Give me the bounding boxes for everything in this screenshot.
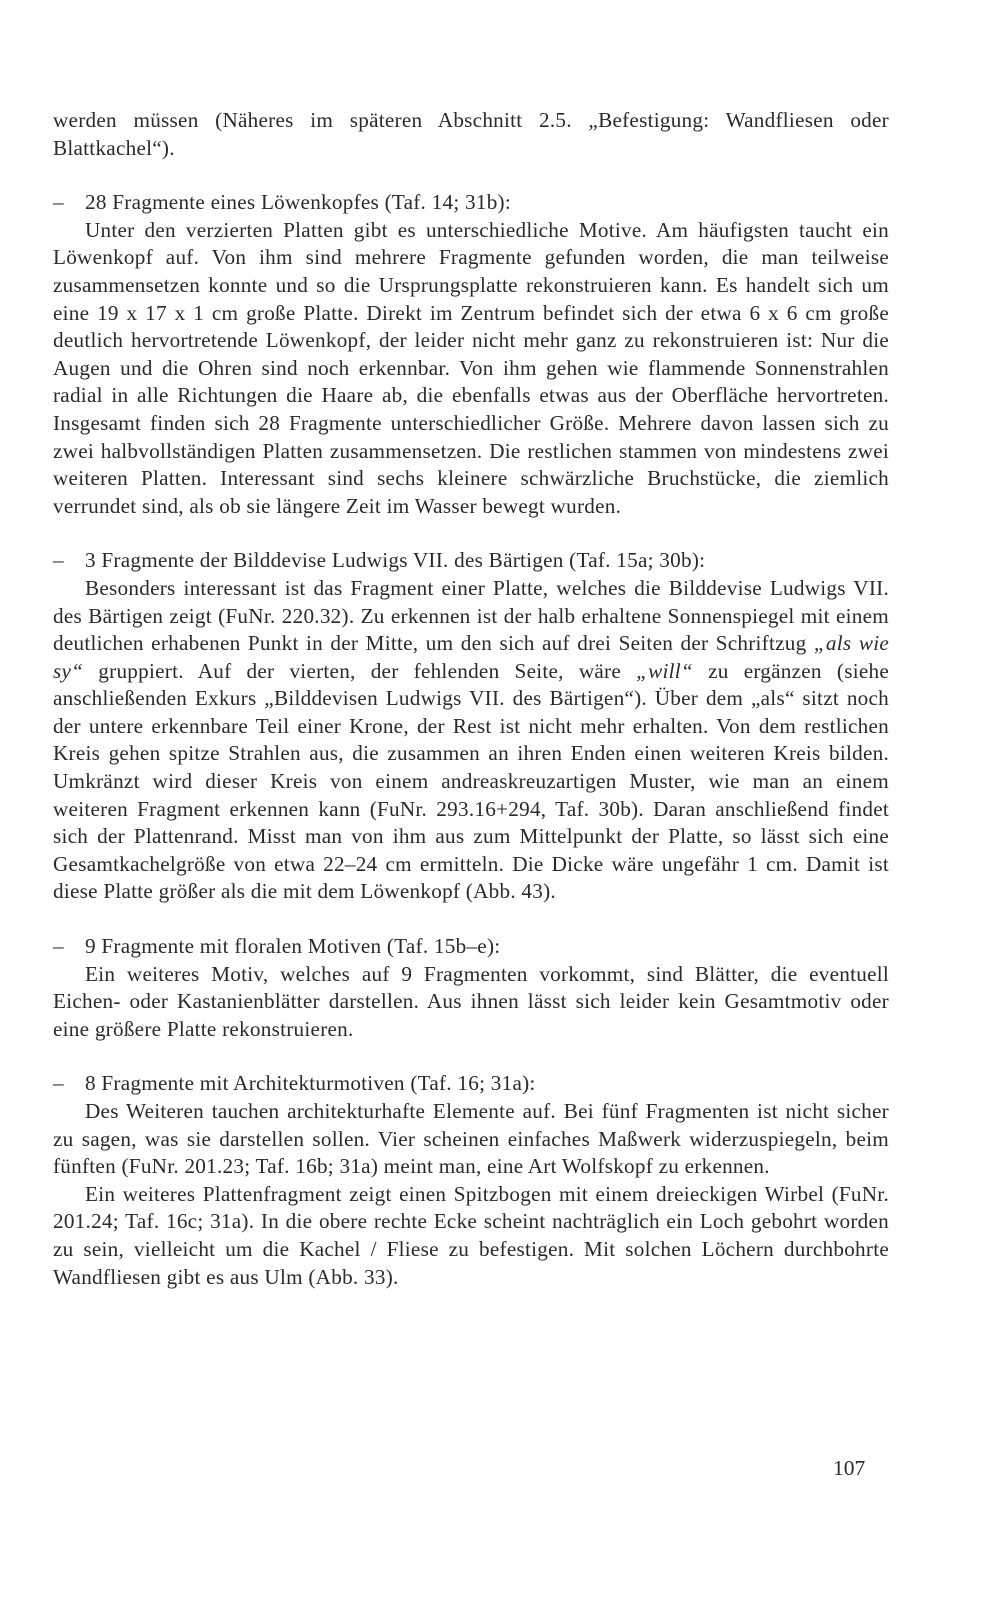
list-item-body: Ein weiteres Motiv, welches auf 9 Fragmenten vorkommt, sind Blätter, die eventuell Eichen- oder Kastanienblätter darstellen. Aus ihnen lässt sich leider kein Gesamtmotiv oder eine größere Platte rekonstruieren. — [53, 961, 889, 1041]
list-item-heading — [53, 933, 889, 961]
list-item-body — [53, 575, 889, 906]
list-dash: – — [53, 934, 64, 959]
spacer — [53, 162, 889, 189]
heading-text: 8 Fragmente mit Architekturmotiven (Taf. 16; 31a): — [85, 1071, 536, 1096]
heading-text: 9 Fragmente mit floralen Motiven (Taf. 15b–e): — [85, 934, 501, 959]
heading-text: 3 Fragmente der Bilddevise Ludwigs VII. des Bärtigen (Taf. 15a; 30b): — [85, 548, 706, 573]
list-dash: – — [53, 548, 64, 573]
italic-quote: „will“ — [636, 658, 693, 683]
list-item-heading — [53, 547, 889, 575]
body-text: gruppiert. Auf der vierten, der fehlenden Seite, wäre — [83, 658, 637, 683]
list-item-body: Unter den verzierten Platten gibt es unterschiedliche Motive. Am häufigsten taucht ein Löwenkopf auf. Von ihm sind mehrere Fragmente gefunden worden, die man teilweise zusammensetzen konnte und so die Ursprungsplatte rekonstruieren kann. Es handelt sich um eine 19 x 17 x 1 cm große Platte. Direkt im Zentrum befindet sich der etwa 6 x 6 cm große deutlich hervortretende Löwenkopf, der leider nicht mehr ganz zu rekonstruieren ist: Nur die Augen und die Ohren sind noch erkennbar. Von ihm gehen wie flammende Sonnenstrahlen radial in alle Richtungen die Haare ab, die ebenfalls etwas aus der Oberfläche hervortreten. Insgesamt finden sich 28 Fragmente unterschiedlicher Größe. Mehrere davon lassen sich zu zwei halbvollständigen Platten zusammensetzen. Die restlichen stammen von mindestens zwei weiteren Platten. Interessant sind sechs kleinere schwärzliche Bruchstücke, die ziemlich verrundet sind, als ob sie längere Zeit im Wasser bewegt wurden. — [53, 217, 889, 518]
italic-quote: „als wie sy“ — [53, 631, 889, 683]
page-text-column — [53, 107, 889, 1291]
list-item-body: Des Weiteren tauchen architekturhafte Elemente auf. Bei fünf Fragmenten ist nicht sicher zu sagen, was sie darstellen sollen. Vier scheinen einfaches Maßwerk widerzuspiegeln, beim fünften (FuNr. 201.23; Taf. 16b; 31a) meint man, eine Art Wolfskopf zu erkennen. — [53, 1099, 889, 1179]
list-item-heading — [53, 189, 889, 217]
spacer — [53, 906, 889, 933]
heading-text: 28 Fragmente eines Löwenkopfes (Taf. 14; 31b): — [85, 190, 512, 215]
intro-paragraph: werden müssen (Näheres im späteren Abschnitt 2.5. „Befestigung: Wandfliesen oder Blattkachel“). — [53, 108, 889, 160]
body-text: Besonders interessant ist das Fragment einer Platte, welches die Bilddevise Ludwigs VII. des Bärtigen zeigt (FuNr. 220.32). Zu erkennen ist der halb erhaltene Sonnenspiegel mit einem deutlichen erhabenen Punkt in der Mitte, um den sich auf drei Seiten der Schriftzug — [53, 575, 889, 656]
list-item-heading — [53, 1070, 889, 1098]
list-dash: – — [53, 1071, 64, 1096]
page-number: 107 — [833, 1456, 866, 1480]
list-item-body-continued: Ein weiteres Plattenfragment zeigt einen Spitzbogen mit einem dreieckigen Wirbel (FuNr. 201.24; Taf. 16c; 31a). In die obere rechte Ecke scheint nachträglich ein Loch gebohrt worden zu sein, vielleicht um die Kachel / Fliese zu befestigen. Mit solchen Löchern durchbohrte Wandfliesen gibt es aus Ulm (Abb. 33). — [53, 1181, 889, 1289]
body-text: zu ergänzen (siehe anschließenden Exkurs „Bilddevisen Ludwigs VII. des Bärtigen“). Über dem „als“ sitzt noch der untere erkennbare Teil einer Krone, der Rest ist nicht mehr erhalten. Von dem restlichen Kreis gehen spitze Strahlen aus, die zusammen an ihren Enden einen weiteren Kreis bilden. Umkränzt wird dieser Kreis von einem andreaskreuzartigen Muster, wie man an einem weiteren Fragment erkennen kann (FuNr. 293.16+294, Taf. 30b). Daran anschließend findet sich der Plattenrand. Misst man von ihm aus zum Mittelpunkt der Platte, so lässt sich eine Gesamtkachelgröße von etwa 22–24 cm ermitteln. Die Dicke wäre ungefähr 1 cm. Damit ist diese Platte größer als die mit dem Löwenkopf (Abb. 43). — [53, 658, 889, 904]
spacer — [53, 520, 889, 547]
list-dash: – — [53, 190, 64, 215]
spacer — [53, 1043, 889, 1070]
